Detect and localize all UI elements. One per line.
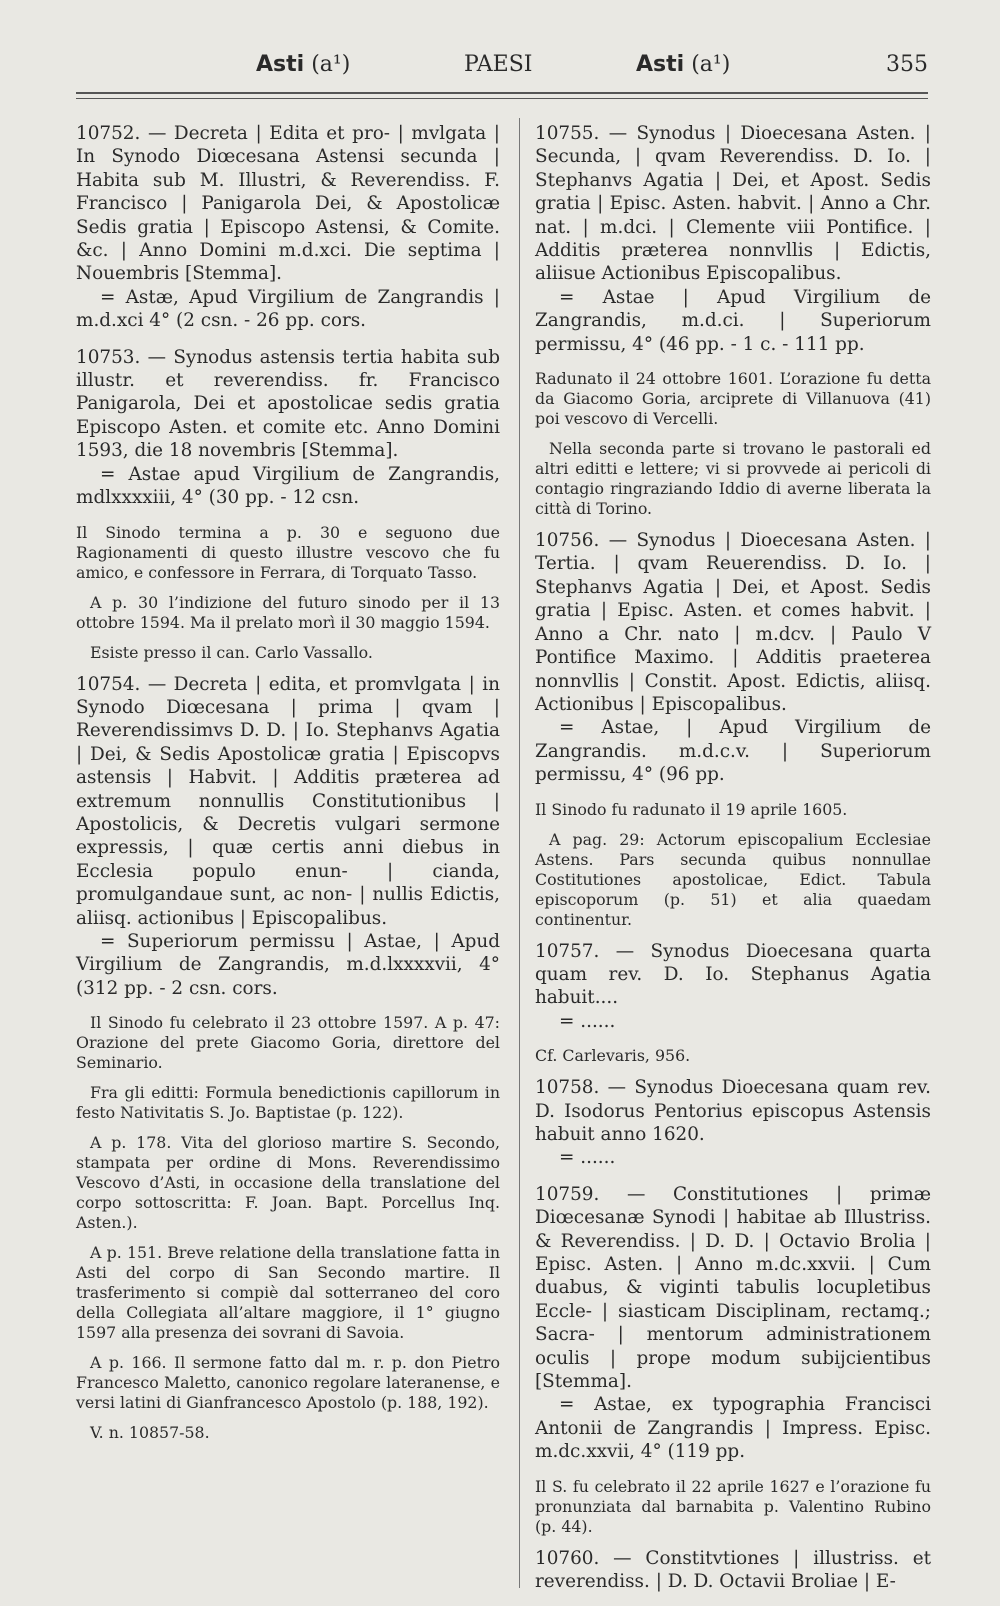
note: A p. 30 l’indizione del futuro sinodo per il 13 ottobre 1594. Ma il prelato morì il 30 maggio 1594. (76, 592, 500, 632)
note: Esiste presso il can. Carlo Vassallo. (90, 642, 373, 662)
header-rule-thin (76, 98, 928, 99)
note: Il Sinodo termina a p. 30 e seguono due Ragionamenti di questo illustre vescovo che fu amico, e confessore in Ferrara, di Torquato Tasso. (76, 522, 500, 582)
column-divider (519, 118, 520, 1588)
note: Il Sinodo fu celebrato il 23 ottobre 1597. A p. 47: Orazione del prete Giacomo Goria, direttore del Seminario. (76, 1013, 500, 1073)
note: A p. 178. Vita del glorioso martire S. Secondo, stampata per ordine di Mons. Reverendissimo Vescovo d’Asti, in occasione della translatione del corpo sottoscritta: F. Joan. Bapt. Porcellus Inq. Asten.). (76, 1133, 500, 1233)
right-column (535, 122, 931, 1606)
entry-text: 10755. — Synodus | Dioecesana Asten. | Secunda, | qvam Reverendiss. D. Io. | Stephanvs Agatia | Dei, et Apost. Sedis gratia | Episc. Asten. habvit. | Anno a Chr. nat. | m.dci. | Clemente viii Pontifice. | Additis prӕterea nonnvllis | Edictis, aliisue Actionibus Episcopalibus. (535, 123, 931, 285)
running-header (0, 52, 1000, 92)
note: Fra gli editti: Formula benedictionis capillorum in festo Nativitatis S. Jo. Baptistae (p. 122). (76, 1083, 500, 1123)
entry-text: 10758. — Synodus Dioecesana quam rev. D. Isodorus Pentorius episcopus Astensis habuit anno 1620. (535, 1077, 931, 1145)
entry-10758 (535, 1076, 931, 1170)
entry-10753 (76, 346, 500, 510)
entry-10752 (76, 122, 500, 333)
header-left-sup: (a¹) (311, 52, 351, 77)
entry-imprint: = Astae, | Apud Virgilium de Zangrandis. m.d.c.v. | Superiorum permissu, 4° (96 pp. (535, 717, 931, 786)
entry-text: 10753. — Synodus astensis tertia habita sub illustr. et reverendiss. fr. Francisco Panigarola, Dei et apostolicae sedis gratia Episcopo Asten. et comite etc. Anno Domini 1593, die 18 novembris [Stemma]. (76, 346, 500, 462)
entry-10755 (535, 122, 931, 356)
header-right-sup: (a¹) (691, 52, 731, 77)
entry-text: 10760. — Constitvtiones | illustriss. et reverendiss. | D. D. Octavii Broliae | E- (535, 1547, 931, 1593)
note: Nella seconda parte si trovano le pastorali ed altri editti e lettere; vi si provvede ai pericoli di contagio ringraziando Iddio di averne liberata la città di Torino. (535, 439, 931, 519)
entry-text: 10759. — Constitutiones | primæ Diœcesanæ Synodi | habitae ab Illustriss. & Reverendiss. | D. D. | Octavio Brolia | Episc. Asten. | Anno m.dc.xxvii. | Cum duabus, & viginti tabulis locupletibus Eccle- | siasticam Disciplinam, rectamq.; Sacra- | mentorum administrationem oculis | prope modum subijcientibus [Stemma]. (535, 1183, 931, 1393)
entry-imprint: = Astae, ex typographia Francisci Antonii de Zangrandis | Impress. Episc. m.dc.xxvii, 4° (119 pp. (535, 1394, 931, 1463)
note: A p. 166. Il sermone fatto dal m. r. p. don Pietro Francesco Maletto, canonico regolare lateranense, e versi latini di Gianfrancesco Apostolo (p. 188, 192). (76, 1353, 500, 1413)
header-left (256, 52, 350, 77)
header-left-title: Asti (256, 52, 305, 77)
header-right (636, 52, 730, 77)
page-number: 355 (886, 52, 928, 77)
header-rule-thick (76, 92, 928, 94)
note: Il Sinodo fu radunato il 19 aprile 1605. (535, 799, 848, 819)
entry-text: 10756. — Synodus | Dioecesana Asten. | Tertia. | qvam Reuerendiss. D. Io. | Stephanvs Agatia | Dei, et Apost. Sedis gratia | Episc. Asten. et comes habvit. | Anno a Chr. nato | m.dcv. | Paulo V Pontifice Maximo. | Additis praeterea nonnvllis | Constit. Apost. Edictis, aliisq. Actionibus | Episcopalibus. (535, 530, 931, 715)
left-column (76, 122, 500, 1453)
entry-text: 10754. — Decreta | edita, et promvlgata | in Synodo Diœcesana | prima | qvam | Reverendissimvs D. D. | Io. Stephanvs Agatia | Dei, & Sedis Apostolicæ gratia | Episcopvs astensis | Habvit. | Additis prӕterea ad extremum nonnullis Constitutionibus | Apostolicis, & Decretis vulgari sermone expressis, | quæ certis anni diebus in Ecclesia populo enun- | cianda, promulgandaue sunt, ac non- | nullis Edictis, aliisq. actionibus | Episcopalibus. (76, 673, 500, 929)
note: Radunato il 24 ottobre 1601. L’orazione fu detta da Giacomo Goria, arciprete di Villanuova (41) poi vescovo di Vercelli. (535, 369, 931, 429)
entry-imprint: = Astæ, Apud Virgilium de Zangrandis | m.d.xci 4° (2 csn. - 26 pp. cors. (76, 286, 500, 332)
note: V. n. 10857-58. (90, 1423, 210, 1443)
entry-10756 (535, 529, 931, 786)
entry-10754 (76, 673, 500, 1001)
entry-imprint: = Astae | Apud Virgilium de Zangrandis, m.d.ci. | Superiorum permissu, 4° (46 pp. - 1 c. - 111 pp. (535, 286, 931, 355)
entry-imprint: = Astae apud Virgilium de Zangrandis, mdlxxxxiii, 4° (30 pp. - 12 csn. (76, 463, 500, 509)
entry-imprint: = ...... (559, 1147, 616, 1169)
entry-imprint: = Superiorum permissu | Astae, | Apud Virgilium de Zangrandis, m.d.lxxxxvii, 4° (312 pp. - 2 csn. cors. (76, 930, 500, 999)
note: A p. 151. Breve relatione della translatione fatta in Asti del corpo di San Secondo martire. Il trasferimento si compiè dal sotterraneo del coro della Collegiata all’altare maggiore, il 1° giugno 1597 alla presenza dei sovrani di Savoia. (76, 1243, 500, 1343)
entry-text: 10752. — Decreta | Edita et pro- | mvlgata | In Synodo Diœcesana Astensi secunda | Habita sub M. Illustri, & Reverendiss. F. Francisco | Panigarola Dei, & Apostolicæ Sedis gratia | Episcopo Astensi, & Comite. &c. | Anno Domini m.d.xci. Die septima | Nouembris [Stemma]. (76, 123, 500, 285)
header-right-title: Asti (636, 52, 685, 77)
entry-10759 (535, 1183, 931, 1464)
entry-text: 10757. — Synodus Dioecesana quarta quam rev. D. Io. Stephanus Agatia habuit.... (535, 940, 931, 1009)
note: A pag. 29: Actorum episcopalium Ecclesiae Astens. Pars secunda quibus nonnullae Costitutiones apostolicae, Edict. Tabula episcoporum (p. 51) et alia quaedam continentur. (535, 829, 931, 929)
header-center: PAESI (464, 52, 533, 77)
entry-imprint: = ...... (559, 1010, 616, 1032)
note: Il S. fu celebrato il 22 aprile 1627 e l’orazione fu pronunziata dal barnabita p. Valentino Rubino (p. 44). (535, 1476, 931, 1536)
note: Cf. Carlevaris, 956. (535, 1046, 691, 1066)
entry-10760 (535, 1547, 931, 1594)
entry-10757 (535, 940, 931, 1034)
